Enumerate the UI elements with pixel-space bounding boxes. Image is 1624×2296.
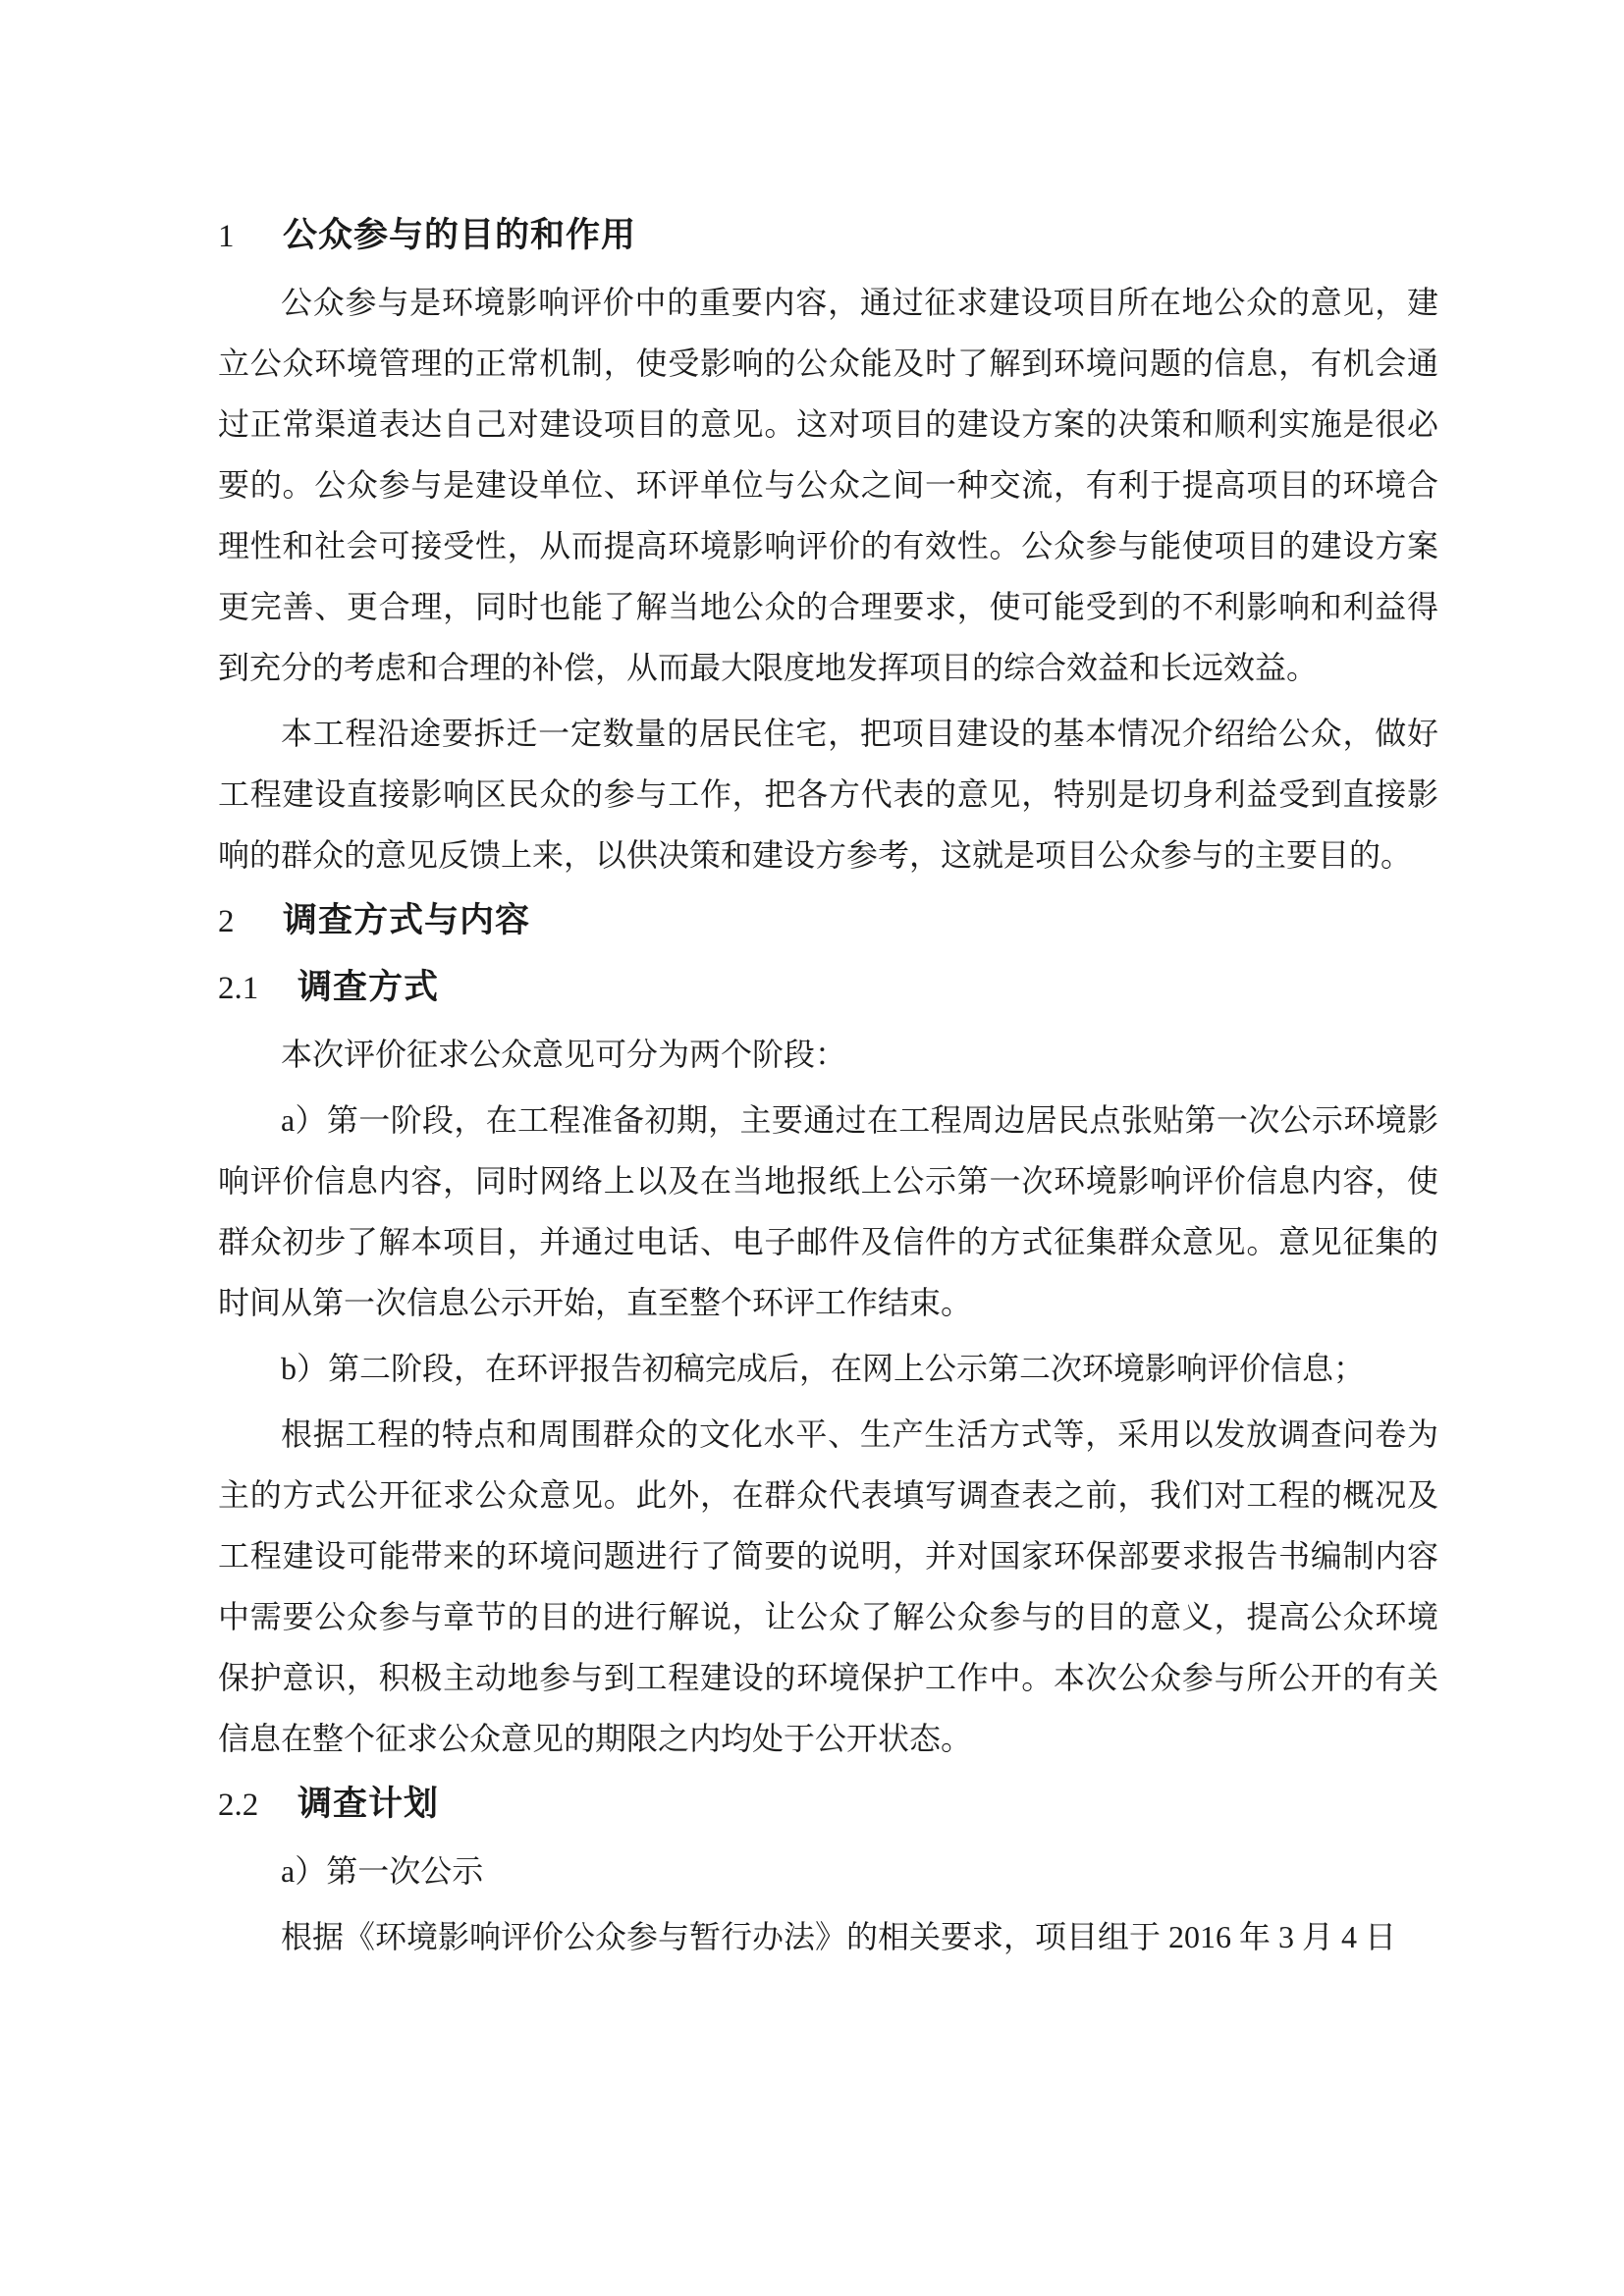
heading-title: 公众参与的目的和作用 (283, 216, 637, 254)
body-paragraph: 公众参与是环境影响评价中的重要内容，通过征求建设项目所在地公众的意见，建立公众环境管理的正常机制，使受影响的公众能及时了解到环境问题的信息，有机会通过正常渠道表达自己对建设项目的意见。这对项目的建设方案的决策和顺利实施是很必要的。公众参与是建设单位、环评单位与公众之间一种交流，有利于提高项目的环境合理性和社会可接受性，从而提高环境影响评价的有效性。公众参与能使项目的建设方案更完善、更合理，同时也能了解当地公众的合理要求，使可能受到的不利影响和利益得到充分的考虑和合理的补偿，从而最大限度地发挥项目的综合效益和长远效益。 (218, 285, 1438, 685)
section-heading-1 (218, 205, 1438, 267)
heading-number: 2 (218, 904, 235, 939)
section-heading-2 (218, 890, 1438, 952)
heading-number: 2.2 (218, 1788, 259, 1823)
heading-number: 1 (218, 219, 235, 254)
heading-number: 2.1 (218, 971, 259, 1006)
body-paragraph: 本工程沿途要拆迁一定数量的居民住宅，把项目建设的基本情况介绍给公众，做好工程建设直接影响区民众的参与工作，把各方代表的意见，特别是切身利益受到直接影响的群众的意见反馈上来，以供决策和建设方参考，这就是项目公众参与的主要目的。 (218, 716, 1438, 873)
body-paragraph: 根据工程的特点和周围群众的文化水平、生产生活方式等，采用以发放调查问卷为主的方式公开征求公众意见。此外，在群众代表填写调查表之前，我们对工程的概况及工程建设可能带来的环境问题进行了简要的说明，并对国家环保部要求报告书编制内容中需要公众参与章节的目的进行解说，让公众了解公众参与的目的意义，提高公众环境保护意识，积极主动地参与到工程建设的环境保护工作中。本次公众参与所公开的有关信息在整个征求公众意见的期限之内均处于公开状态。 (218, 1416, 1438, 1756)
body-paragraph: 本次评价征求公众意见可分为两个阶段： (281, 1037, 847, 1072)
section-heading-2-2 (218, 1774, 1438, 1836)
body-paragraph: a）第一次公示 (281, 1853, 484, 1889)
heading-title: 调查方式与内容 (283, 901, 531, 939)
heading-title: 调查方式 (298, 968, 440, 1006)
body-paragraph: a）第一阶段，在工程准备初期，主要通过在工程周边居民点张贴第一次公示环境影响评价信息内容，同时网络上以及在当地报纸上公示第一次环境影响评价信息内容，使群众初步了解本项目，并通过电话、电子邮件及信件的方式征集群众意见。意见征集的时间从第一次信息公示开始，直至整个环评工作结束。 (218, 1102, 1438, 1320)
body-paragraph: b）第二阶段，在环评报告初稿完成后，在网上公示第二次环境影响评价信息； (281, 1351, 1366, 1386)
heading-title: 调查计划 (298, 1785, 440, 1823)
body-paragraph: 根据《环境影响评价公众参与暂行办法》的相关要求，项目组于 2016 年 3 月 4 日 (281, 1919, 1397, 1954)
section-heading-2-1 (218, 957, 1438, 1019)
